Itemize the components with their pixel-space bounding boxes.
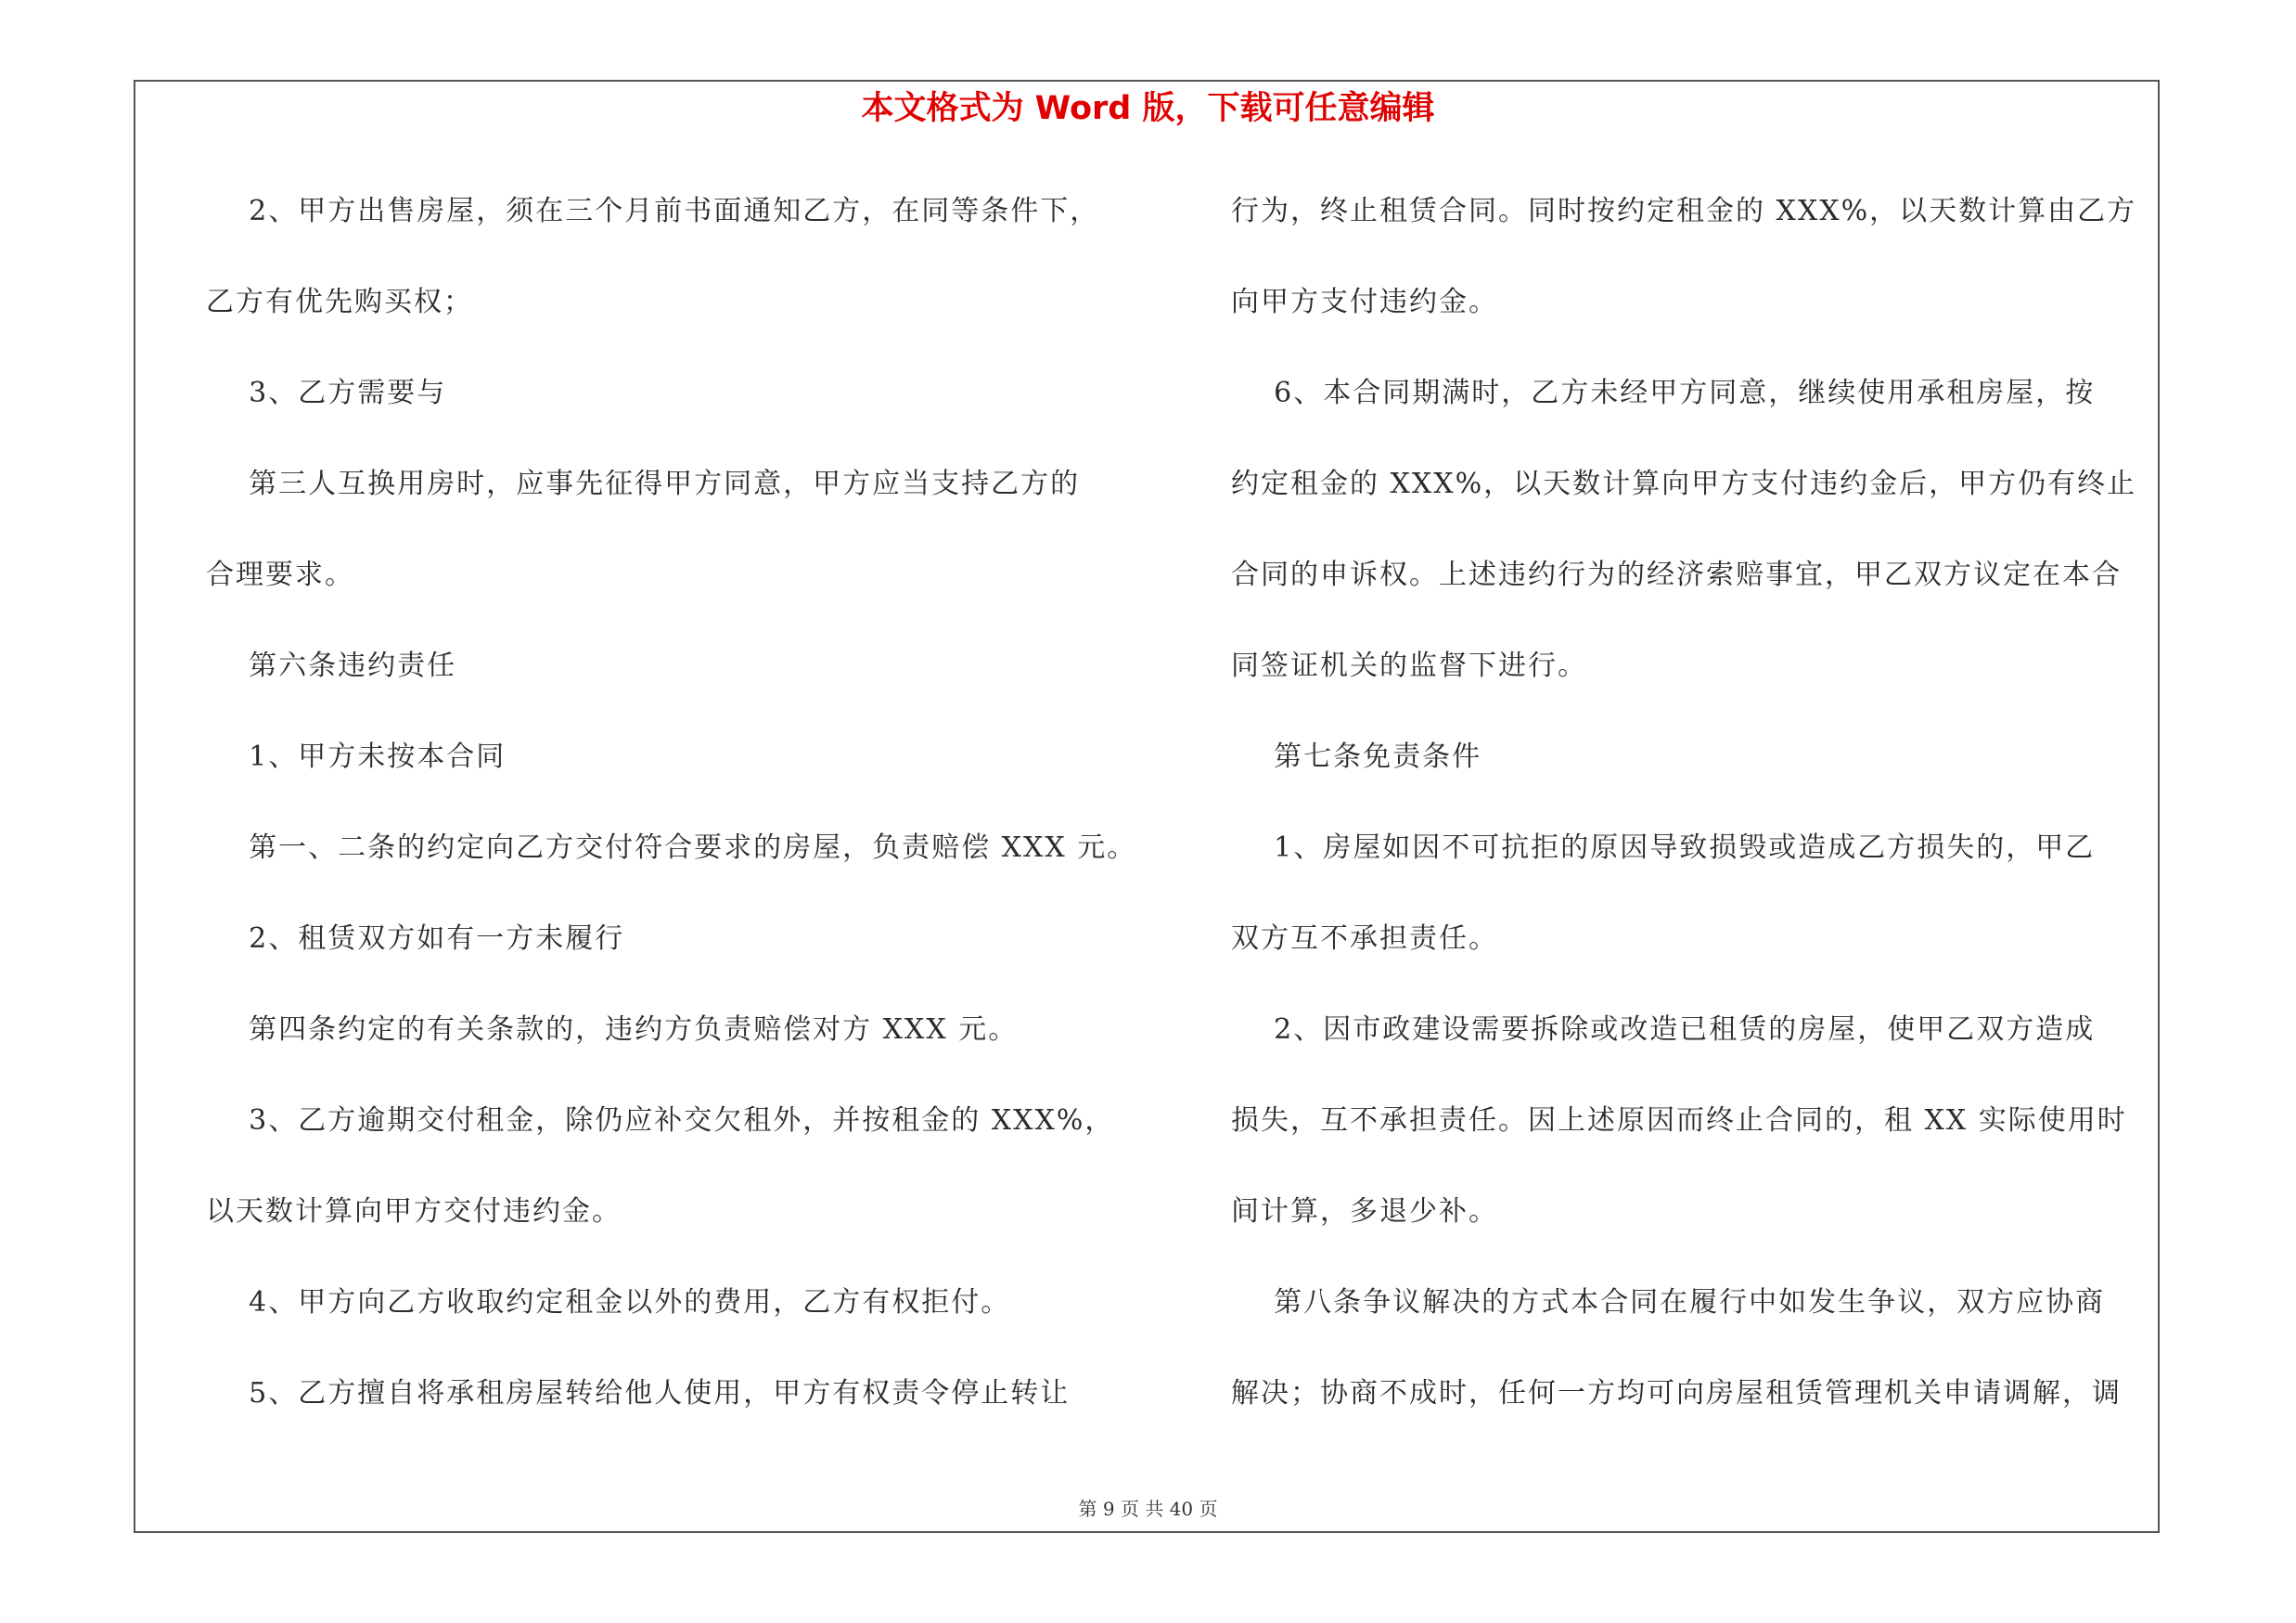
text-line: 以天数计算向甲方交付违约金。 xyxy=(206,1195,622,1228)
text-line: 5、乙方擅自将承租房屋转给他人使用，甲方有权责令停止转让 xyxy=(206,1377,1071,1410)
page-footer: 第 9 页 共 40 页 xyxy=(1078,1498,1218,1520)
text-line: 2、租赁双方如有一方未履行 xyxy=(206,922,625,955)
text-line: 间计算，多退少补。 xyxy=(1231,1195,1498,1228)
text-line: 解决；协商不成时，任何一方均可向房屋租赁管理机关申请调解，调 xyxy=(1231,1377,2122,1410)
section-heading: 第七条免责条件 xyxy=(1231,741,1482,773)
right-column xyxy=(1231,182,2168,1455)
section-heading: 第六条违约责任 xyxy=(206,650,457,682)
text-line: 同签证机关的监督下进行。 xyxy=(1231,650,1587,682)
text-line: 2、甲方出售房屋，须在三个月前书面通知乙方，在同等条件下， xyxy=(206,195,1100,227)
text-line: 损失，互不承担责任。因上述原因而终止合同的，租 XX 实际使用时 xyxy=(1231,1104,2127,1137)
text-line: 约定租金的 XXX%，以天数计算向甲方支付违约金后，甲方仍有终止 xyxy=(1231,468,2137,500)
text-line: 6、本合同期满时，乙方未经甲方同意，继续使用承租房屋，按 xyxy=(1231,377,2096,409)
text-line: 向甲方支付违约金。 xyxy=(1231,286,1498,318)
text-line: 第一、二条的约定向乙方交付符合要求的房屋，负责赔偿 XXX 元。 xyxy=(206,831,1137,864)
text-line: 第八条争议解决的方式本合同在履行中如发生争议，双方应协商 xyxy=(1231,1286,2106,1319)
text-line: 第四条约定的有关条款的，违约方负责赔偿对方 XXX 元。 xyxy=(206,1013,1019,1046)
text-line: 合同的申诉权。上述违约行为的经济索赔事宜，甲乙双方议定在本合 xyxy=(1231,559,2122,591)
text-line: 行为，终止租赁合同。同时按约定租金的 XXX%，以天数计算由乙方 xyxy=(1231,195,2137,227)
text-line: 3、乙方逾期交付租金，除仍应补交欠租外，并按租金的 XXX%， xyxy=(206,1104,1115,1137)
text-line: 1、甲方未按本合同 xyxy=(206,741,507,773)
text-line: 1、房屋如因不可抗拒的原因导致损毁或造成乙方损失的，甲乙 xyxy=(1231,831,2096,864)
text-line: 合理要求。 xyxy=(206,559,354,591)
header-banner: 本文格式为 Word 版，下载可任意编辑 xyxy=(861,90,1435,127)
text-line: 3、乙方需要与 xyxy=(206,377,447,409)
text-line: 第三人互换用房时，应事先征得甲方同意，甲方应当支持乙方的 xyxy=(206,468,1081,500)
text-line: 双方互不承担责任。 xyxy=(1231,922,1498,955)
text-line: 乙方有优先购买权； xyxy=(206,286,473,318)
left-column xyxy=(206,182,1143,1455)
text-line: 4、甲方向乙方收取约定租金以外的费用，乙方有权拒付。 xyxy=(206,1286,1011,1319)
text-line: 2、因市政建设需要拆除或改造已租赁的房屋，使甲乙双方造成 xyxy=(1231,1013,2096,1046)
